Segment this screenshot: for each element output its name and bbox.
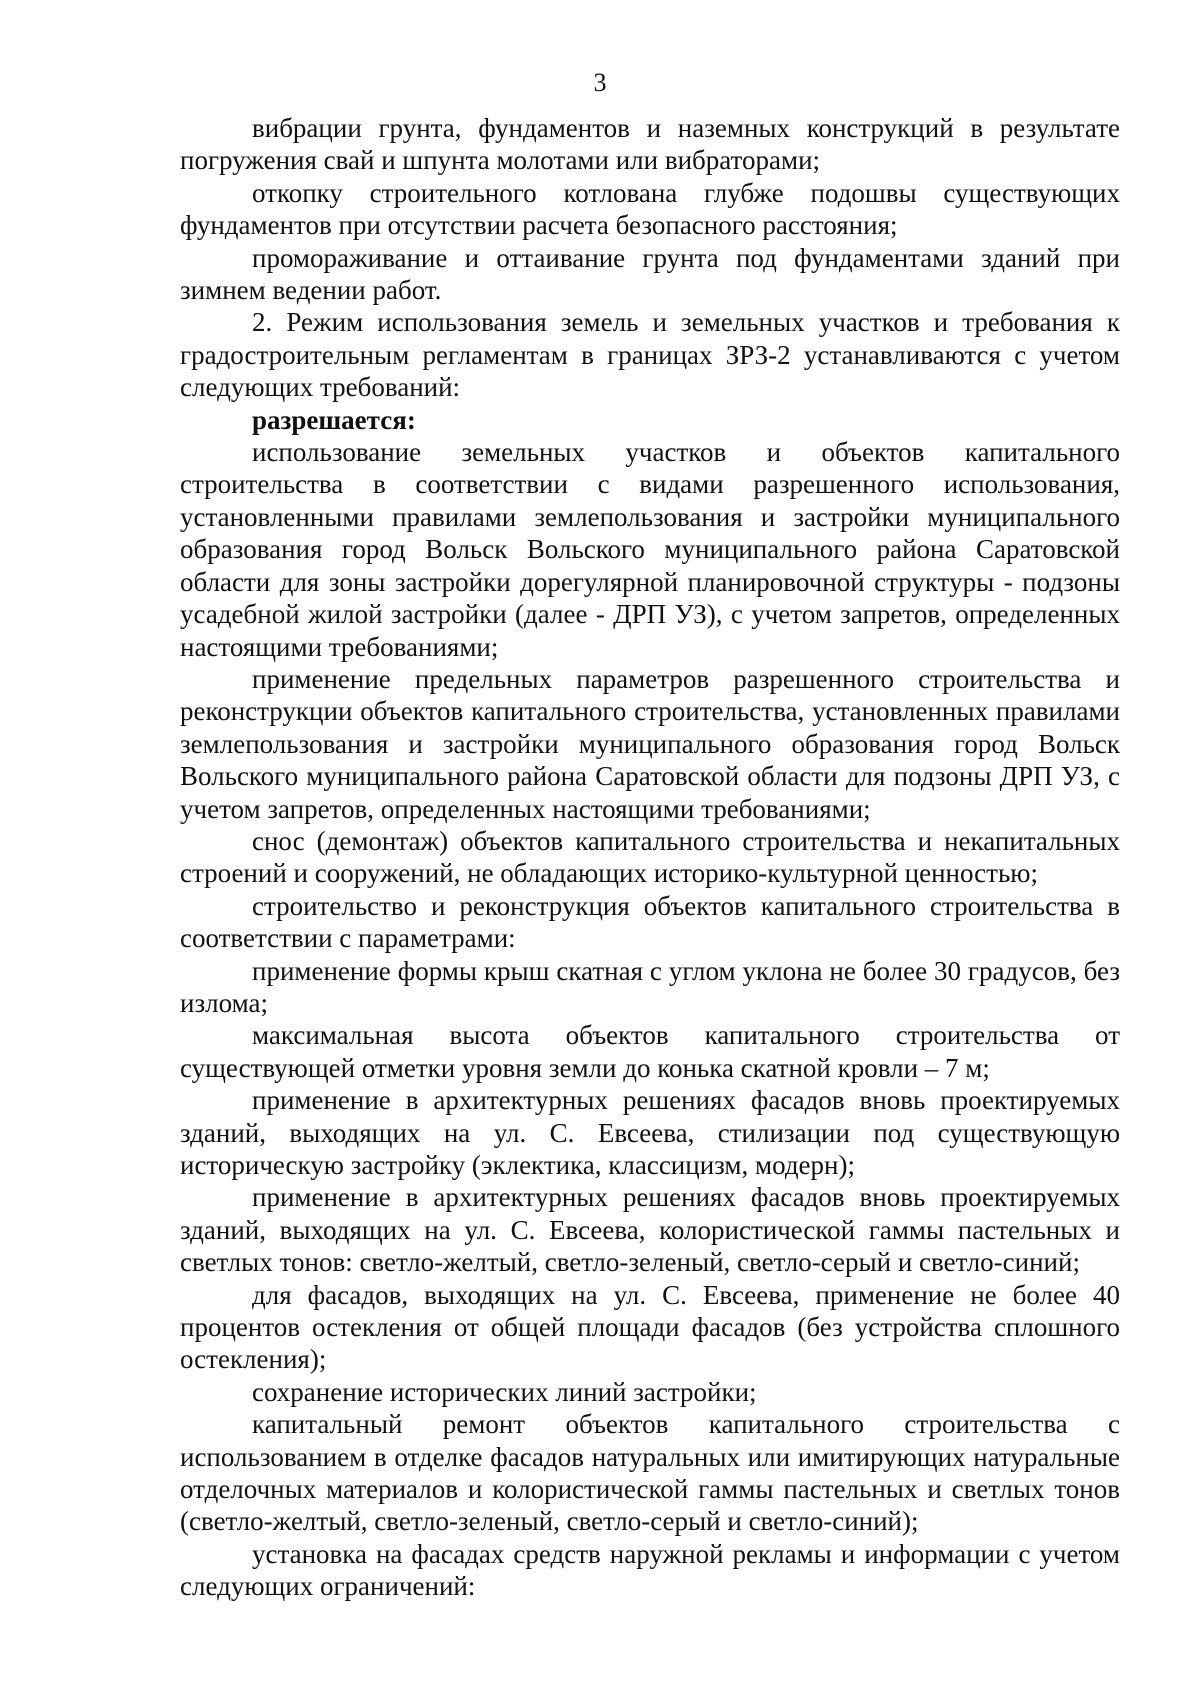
page-number: 3 <box>593 68 607 97</box>
paragraph-max-height: максимальная высота объектов капитального строительства от существующей отметки уровня земли до конька скатной кровли – 7 м; <box>180 1020 1120 1083</box>
paragraph-excavation: откопку строительного котлована глубже подошвы существующих фундаментов при отсутствии расчета безопасного расстояния; <box>180 177 1120 241</box>
paragraph-land-use: использование земельных участков и объектов капитального строительства в соответствии с видами разрешенного использования, установленными правилами землепользования и застройки муниципального образования город Вольск Вольского муниципального района Саратовской области для зоны застройки дорегулярной планировочной структуры - подзоны усадебной жилой застройки (далее - ДРП УЗ), с учетом запретов, определенных настоящими требованиями; <box>180 437 1120 662</box>
paragraph-limit-parameters: применение предельных параметров разрешенного строительства и реконструкции объектов капитального строительства, установленных правилами землепользования и застройки муниципального образования город Вольск Вольского муниципального района Саратовской области для подзоны ДРП УЗ, с учетом запретов, определенных настоящими требованиями; <box>180 663 1120 824</box>
paragraph-permitted-heading: разрешается: <box>252 404 416 435</box>
paragraph-glazing: для фасадов, выходящих на ул. С. Евсеева, применение не более 40 процентов остекления от общей площади фасадов (без устройства сплошного остекления); <box>180 1279 1120 1375</box>
document-body <box>180 112 1120 1603</box>
paragraph-vibration: вибрации грунта, фундаментов и наземных конструкций в результате погружения свай и шпунта молотами или вибраторами; <box>180 113 1120 176</box>
paragraph-building-lines: сохранение исторических линий застройки; <box>252 1376 757 1407</box>
paragraph-section-2: 2. Режим использования земель и земельных участков и требования к градостроительным регламентам в границах ЗРЗ-2 устанавливаются с учетом следующих требований: <box>180 307 1120 403</box>
paragraph-demolition: снос (демонтаж) объектов капитального строительства и некапитальных строений и сооружений, не обладающих историко-культурной ценностью; <box>180 825 1120 889</box>
paragraph-capital-repair: капитальный ремонт объектов капитального строительства с использованием в отделке фасадов натуральных или имитирующих натуральные отделочных материалов и колористической гаммы пастельных и светлых тонов (светло-желтый, светло-зеленый, светло-серый и светло-синий); <box>180 1409 1120 1537</box>
paragraph-construction: строительство и реконструкция объектов капитального строительства в соответствии с параметрами: <box>180 890 1120 954</box>
paragraph-advertising: установка на фасадах средств наружной рекламы и информации с учетом следующих ограничений: <box>180 1538 1120 1602</box>
paragraph-facade-style: применение в архитектурных решениях фасадов вновь проектируемых зданий, выходящих на ул. С. Евсеева, стилизации под существующую историческую застройку (эклектика, классицизм, модерн); <box>180 1085 1120 1180</box>
paragraph-freezing: промораживание и оттаивание грунта под фундаментами зданий при зимнем ведении работ. <box>180 242 1120 306</box>
paragraph-roof-form: применение формы крыш скатная с углом уклона не более 30 градусов, без излома; <box>180 955 1120 1018</box>
paragraph-facade-colors: применение в архитектурных решениях фасадов вновь проектируемых зданий, выходящих на ул. С. Евсеева, колористической гаммы пастельных и светлых тонов: светло-желтый, светло-зеленый, светло-серый и светло-синий; <box>180 1182 1120 1278</box>
